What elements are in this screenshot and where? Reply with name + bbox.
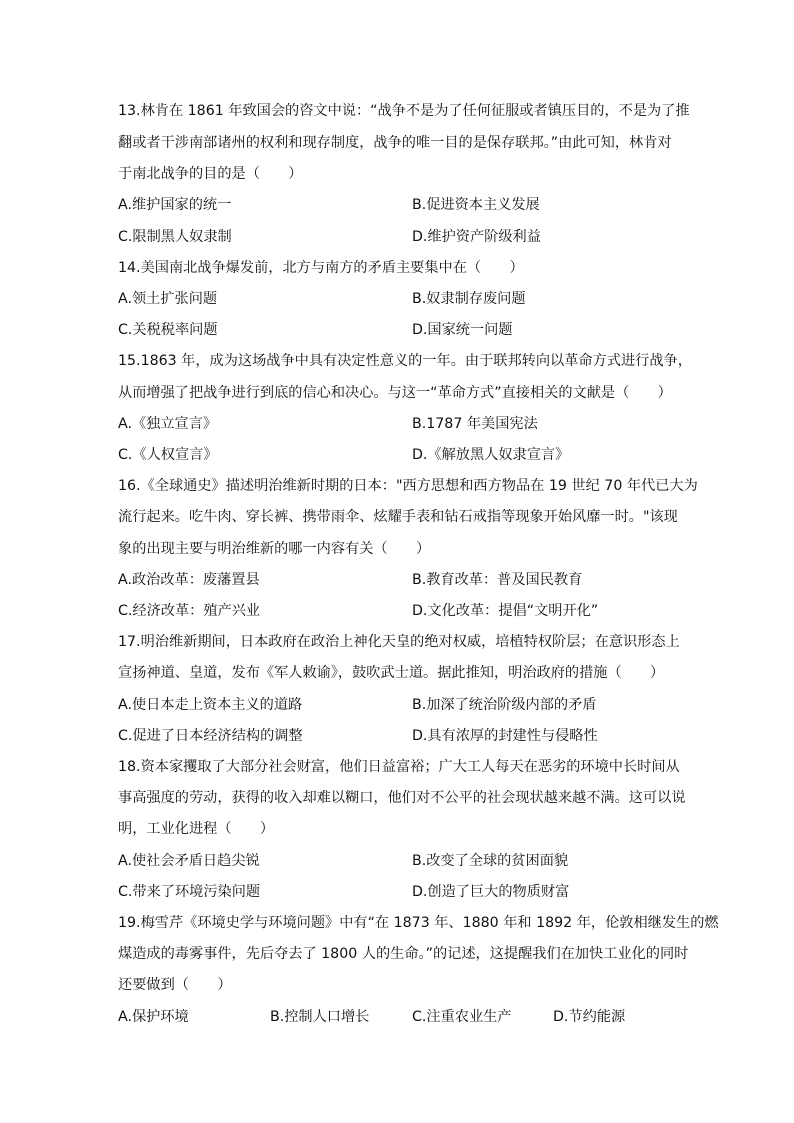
question-19-option-c: C.注重农业生产 — [412, 1009, 512, 1025]
question-16-option-a: A.政治改革：废藩置县 — [118, 572, 260, 588]
question-18-text-line-2: 事高强度的劳动，获得的收入却难以糊口，他们对不公平的社会现状越来越不满。这可以说 — [118, 790, 686, 806]
question-13-option-c: C.限制黑人奴隶制 — [118, 229, 232, 245]
question-13-option-a: A.维护国家的统一 — [118, 197, 232, 213]
question-18-text-line-1: 18.资本家攫取了大部分社会财富，他们日益富裕；广大工人每天在恶劣的环境中长时间从 — [118, 759, 680, 775]
question-13-option-d: D.维护资产阶级利益 — [412, 229, 541, 245]
question-17-text-line-2: 宣扬神道、皇道，发布《军人敕谕》，鼓吹武士道。据此推知，明治政府的措施（ ） — [118, 665, 665, 681]
question-17-text-line-1: 17.明治维新期间，日本政府在政治上神化天皇的绝对权威，培植特权阶层；在意识形态上 — [118, 634, 680, 650]
question-17-option-c: C.促进了日本经济结构的调整 — [118, 728, 303, 744]
question-15-option-d: D.《解放黑人奴隶宣言》 — [412, 447, 570, 463]
question-15-text-line-2: 从而增强了把战争进行到底的信心和决心。与这一“革命方式”直接相关的文献是（ ） — [118, 385, 672, 401]
question-13-option-b: B.促进资本主义发展 — [412, 197, 540, 213]
question-15-option-a: A.《独立宣言》 — [118, 416, 218, 432]
question-14-text-line-1: 14.美国南北战争爆发前，北方与南方的矛盾主要集中在（ ） — [118, 260, 524, 276]
question-16-text-line-3: 象的出现主要与明治维新的哪一内容有关（ ） — [118, 541, 431, 557]
question-18-option-a: A.使社会矛盾日趋尖锐 — [118, 853, 260, 869]
question-16-option-b: B.教育改革：普及国民教育 — [412, 572, 583, 588]
question-15-option-b: B.1787 年美国宪法 — [412, 416, 538, 432]
question-14-option-d: D.国家统一问题 — [412, 322, 513, 338]
question-17-option-d: D.具有浓厚的封建性与侵略性 — [412, 728, 598, 744]
question-16-option-d: D.文化改革：提倡“文明开化” — [412, 603, 599, 619]
question-16-text-line-2: 流行起来。吃牛肉、穿长裤、携带雨伞、炫耀手表和钻石戒指等现象开始风靡一时。"该现 — [118, 509, 678, 525]
question-16-option-c: C.经济改革：殖产兴业 — [118, 603, 261, 619]
question-15-text-line-1: 15.1863 年，成为这场战争中具有决定性意义的一年。由于联邦转向以革命方式进行战争， — [118, 353, 692, 369]
question-19-option-d: D.节约能源 — [553, 1009, 626, 1025]
question-19-text-line-1: 19.梅雪芹《环境史学与环境问题》中有“在 1873 年、1880 年和 1892 年，伦敦相继发生的燃 — [118, 915, 719, 931]
question-16-text-line-1: 16.《全球通史》描述明治维新时期的日本："西方思想和西方物品在 19 世纪 70 年代已大为 — [118, 478, 698, 494]
question-14-option-a: A.领土扩张问题 — [118, 291, 218, 307]
question-15-option-c: C.《人权宣言》 — [118, 447, 218, 463]
question-19-option-a: A.保护环境 — [118, 1009, 189, 1025]
question-18-option-b: B.改变了全球的贫困面貌 — [412, 853, 569, 869]
question-19-option-b: B.控制人口增长 — [270, 1009, 370, 1025]
question-17-option-a: A.使日本走上资本主义的道路 — [118, 697, 303, 713]
question-18-option-d: D.创造了巨大的物质财富 — [412, 884, 570, 900]
question-17-option-b: B.加深了统治阶级内部的矛盾 — [412, 697, 597, 713]
question-19-text-line-2: 煤造成的毒雾事件，先后夺去了 1800 人的生命。”的记述，这提醒我们在加快工业化的同时 — [118, 946, 689, 962]
question-19-text-line-3: 还要做到（ ） — [118, 977, 232, 993]
question-14-option-b: B.奴隶制存废问题 — [412, 291, 526, 307]
question-18-text-line-3: 明，工业化进程（ ） — [118, 821, 275, 837]
question-14-option-c: C.关税税率问题 — [118, 322, 218, 338]
question-13-text-line-1: 13.林肯在 1861 年致国会的咨文中说：“战争不是为了任何征服或者镇压目的，不是为了推 — [118, 103, 690, 119]
question-13-text-line-3: 于南北战争的目的是（ ） — [118, 166, 303, 182]
question-18-option-c: C.带来了环境污染问题 — [118, 884, 261, 900]
question-13-text-line-2: 翻或者干涉南部诸州的权利和现存制度，战争的唯一目的是保存联邦。”由此可知，林肯对 — [118, 135, 672, 151]
